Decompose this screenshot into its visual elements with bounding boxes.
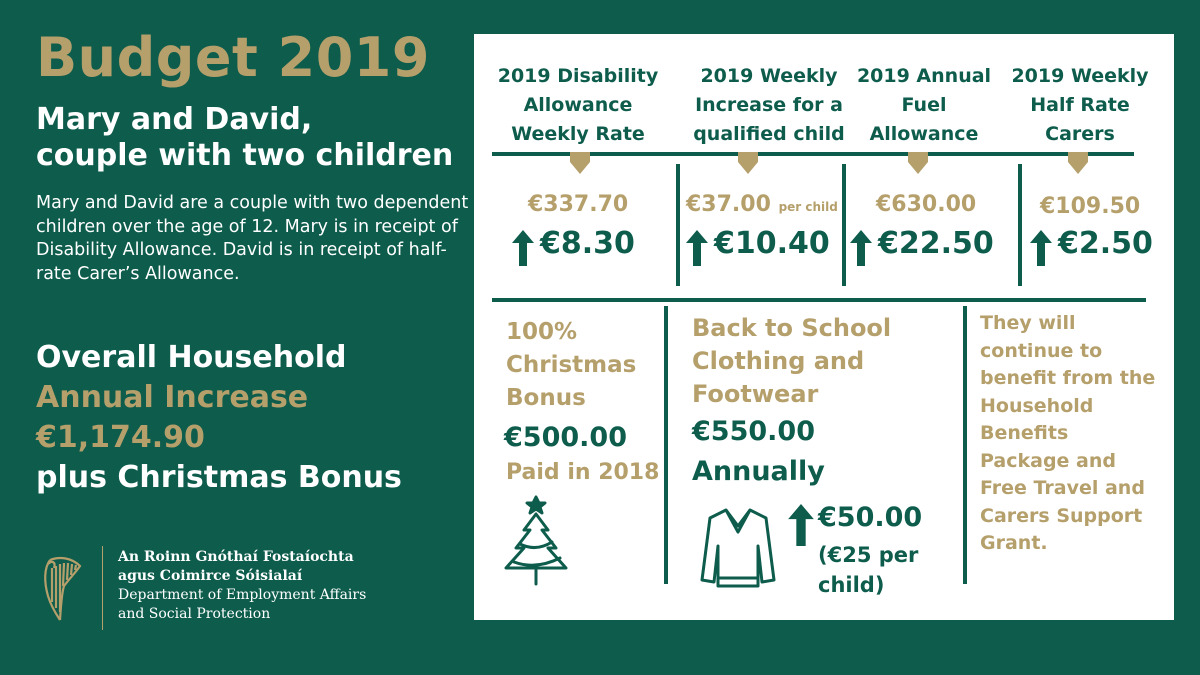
carers-rate: €109.50 <box>1040 194 1141 219</box>
logo-english-line-2: and Social Protection <box>118 606 271 622</box>
logo-irish-line-1: An Roinn Gnóthaí Fostaíochta <box>118 549 354 565</box>
harp-icon <box>40 552 86 624</box>
pointer-icon <box>1068 152 1088 174</box>
subtitle-line-2: couple with two children <box>36 138 454 173</box>
column-header-carers: 2019 Weekly Half Rate Carers <box>1011 65 1149 145</box>
logo-irish-line-2: agus Coimirce Sóisialaí <box>118 568 303 584</box>
school-allowance-increase: €50.00 <box>818 502 923 533</box>
child-rate-value: €37.00 <box>686 192 771 217</box>
jumper-icon <box>700 506 776 588</box>
school-allowance-amount: €550.00 <box>692 416 815 447</box>
up-arrow-icon <box>686 230 708 266</box>
fuel-rate: €630.00 <box>876 192 977 217</box>
column-header-disability: 2019 Disability Allowance Weekly Rate <box>497 65 659 145</box>
disability-rate: €337.70 <box>528 192 629 217</box>
column-header-child: 2019 Weekly Increase for a qualified child <box>693 65 845 145</box>
child-rate-suffix: per child <box>778 200 838 214</box>
christmas-tree-icon <box>498 492 574 590</box>
child-rate <box>686 192 838 217</box>
fuel-increase: €22.50 <box>878 226 994 261</box>
household-description: Mary and David are a couple with two dependent children over the age of 12. Mary is in receipt of Disability Allowance. David is in receipt of half-rate Carer’s Allowance. <box>36 193 469 284</box>
pointer-icon <box>738 152 758 174</box>
up-arrow-icon <box>788 504 814 546</box>
overall-increase <box>36 338 466 498</box>
overall-line-1: Overall Household <box>36 340 347 375</box>
school-allowance-period: Annually <box>692 456 825 487</box>
overall-line-4: plus Christmas Bonus <box>36 460 402 495</box>
logo-english-line-1: Department of Employment Affairs <box>118 587 367 603</box>
subtitle <box>36 102 476 174</box>
child-increase: €10.40 <box>714 226 830 261</box>
column-divider <box>842 164 846 286</box>
christmas-bonus-title: 100% Christmas Bonus <box>506 319 637 411</box>
column-divider <box>963 306 967 584</box>
up-arrow-icon <box>512 230 534 266</box>
pointer-icon <box>570 152 590 174</box>
overall-amount: €1,174.90 <box>36 420 205 455</box>
christmas-bonus-note: Paid in 2018 <box>506 460 660 485</box>
benefits-panel <box>474 34 1174 620</box>
page-title: Budget 2019 <box>36 26 430 89</box>
column-divider <box>664 306 668 584</box>
column-header-fuel: 2019 Annual Fuel Allowance <box>856 65 992 145</box>
christmas-bonus-amount: €500.00 <box>504 422 627 453</box>
carers-increase: €2.50 <box>1058 226 1153 261</box>
up-arrow-icon <box>1030 230 1052 266</box>
section-divider <box>492 298 1146 302</box>
school-allowance-title: Back to School Clothing and Footwear <box>692 314 892 408</box>
overall-line-2: Annual Increase <box>36 380 309 415</box>
disability-increase: €8.30 <box>540 226 635 261</box>
department-logo-text <box>118 548 366 624</box>
up-arrow-icon <box>850 230 872 266</box>
column-divider <box>676 164 680 286</box>
logo-divider <box>102 546 103 630</box>
household-benefits-text: They will continue to benefit from the Household Benefits Package and Free Travel and Carers Support Grant. <box>980 312 1156 554</box>
pointer-icon <box>908 152 928 174</box>
school-allowance-increase-note: (€25 per child) <box>818 543 919 597</box>
column-divider <box>1018 164 1022 286</box>
subtitle-line-1: Mary and David, <box>36 102 313 137</box>
